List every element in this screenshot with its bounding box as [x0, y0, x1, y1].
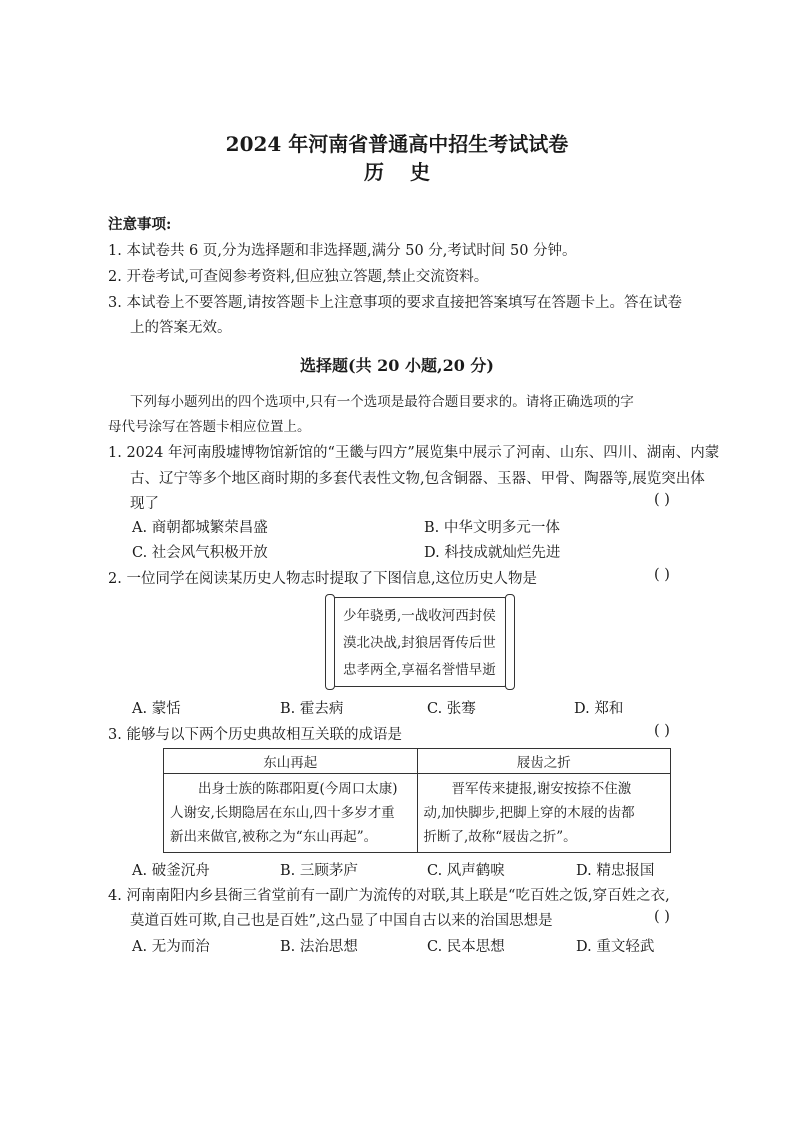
story-line: 新出来做官,被称之为“东山再起”。 [170, 829, 378, 845]
answer-paren: ( ) [654, 909, 670, 925]
story-body-right [417, 774, 671, 853]
option-d[interactable]: D. 精忠报国 [576, 863, 655, 879]
option-c[interactable]: C. 社会风气积极开放 [132, 545, 268, 561]
option-b[interactable]: B. 霍去病 [280, 701, 344, 717]
question-1-text: 古、辽宁等多个地区商时期的多套代表性文物,包含铜器、玉器、甲骨、陶器等,展览突出体 [130, 471, 705, 487]
story-body-left [164, 774, 418, 853]
option-b[interactable]: B. 中华文明多元一体 [424, 520, 560, 536]
note-item: 3. 本试卷上不要答题,请按答题卡上注意事项的要求直接把答案填写在答题卡上。答在试卷 [108, 295, 683, 311]
question-1-text: 1. 2024 年河南殷墟博物馆新馆的“王畿与四方”展览集中展示了河南、山东、四川、湖南、内蒙 [108, 445, 720, 461]
story-line: 动,加快脚步,把脚上穿的木屐的齿都 [423, 805, 635, 821]
story-table [163, 748, 671, 853]
subject-title: 历史 [364, 160, 456, 184]
story-line: 晋军传来捷报,谢安按捺不住激 [451, 781, 632, 797]
note-item: 1. 本试卷共 6 页,分为选择题和非选择题,满分 50 分,考试时间 50 分钟。 [108, 243, 577, 259]
option-a[interactable]: A. 破釜沉舟 [132, 863, 210, 879]
scroll-roller-right [505, 594, 515, 690]
option-c[interactable]: C. 民本思想 [427, 939, 505, 955]
section-instruction: 下列每小题列出的四个选项中,只有一个选项是最符合题目要求的。请将正确选项的字 [130, 394, 634, 410]
story-line: 出身士族的陈郡阳夏(今周口太康) [198, 781, 398, 797]
notes-heading: 注意事项: [108, 216, 172, 233]
section-heading: 选择题(共 20 小题,20 分) [300, 356, 494, 375]
answer-paren: ( ) [654, 567, 670, 583]
story-title-right: 屐齿之折 [417, 749, 671, 774]
option-b[interactable]: B. 三顾茅庐 [280, 863, 358, 879]
story-line: 折断了,故称“屐齿之折”。 [423, 829, 577, 845]
option-a[interactable]: A. 商朝都城繁荣昌盛 [132, 520, 268, 536]
option-c[interactable]: C. 张骞 [427, 701, 476, 717]
scroll-roller-left [325, 594, 335, 690]
story-line: 人谢安,长期隐居在东山,四十多岁才重 [170, 805, 395, 821]
option-a[interactable]: A. 蒙恬 [132, 701, 181, 717]
scroll-line: 少年骁勇,一战收河西封侯 [343, 608, 496, 624]
scroll-line: 忠孝两全,享福名誉惜早逝 [343, 662, 496, 678]
option-d[interactable]: D. 科技成就灿烂先进 [424, 545, 561, 561]
question-2-text: 2. 一位同学在阅读某历史人物志时提取了下图信息,这位历史人物是 [108, 571, 538, 587]
exam-title: 2024 年河南省普通高中招生考试试卷 [225, 132, 569, 156]
question-4-text: 4. 河南南阳内乡县衙三省堂前有一副广为流传的对联,其上联是“吃百姓之饭,穿百姓之衣, [108, 888, 670, 904]
question-1-text: 现了 [130, 496, 159, 512]
option-a[interactable]: A. 无为而治 [132, 939, 210, 955]
option-d[interactable]: D. 郑和 [574, 701, 624, 717]
note-item: 上的答案无效。 [130, 320, 232, 336]
section-instruction: 母代号涂写在答题卡相应位置上。 [108, 419, 311, 435]
note-item: 2. 开卷考试,可查阅参考资料,但应独立答题,禁止交流资料。 [108, 269, 489, 285]
option-b[interactable]: B. 法治思想 [280, 939, 358, 955]
option-d[interactable]: D. 重文轻武 [576, 939, 655, 955]
scroll-line: 漠北决战,封狼居胥传后世 [343, 635, 496, 651]
info-scroll [330, 597, 510, 687]
story-title-left: 东山再起 [164, 749, 418, 774]
answer-paren: ( ) [654, 723, 670, 739]
question-4-text: 莫道百姓可欺,自己也是百姓”,这凸显了中国自古以来的治国思想是 [130, 913, 553, 929]
option-c[interactable]: C. 风声鹤唳 [427, 863, 505, 879]
question-3-text: 3. 能够与以下两个历史典故相互关联的成语是 [108, 727, 402, 743]
answer-paren: ( ) [654, 492, 670, 508]
